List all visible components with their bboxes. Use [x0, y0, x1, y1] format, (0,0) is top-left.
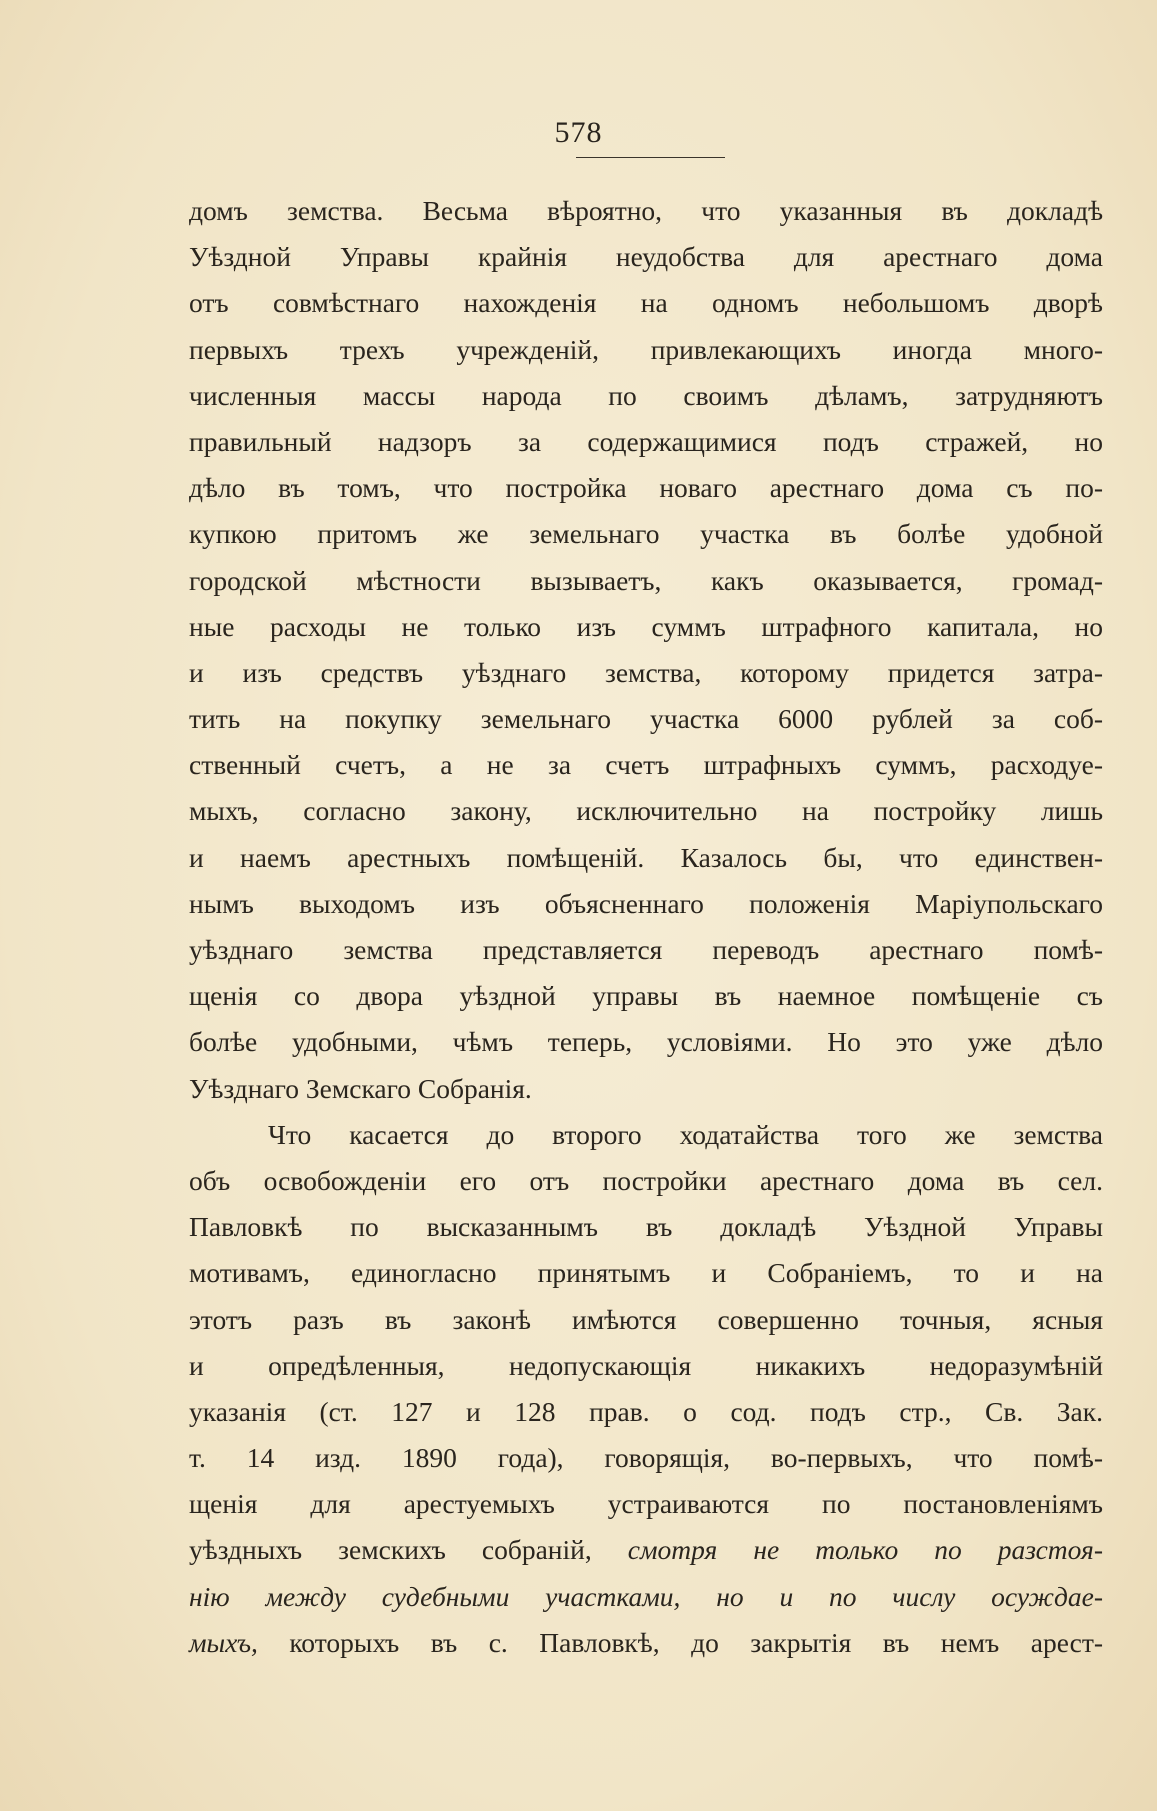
text-line: правильный надзоръ за содержащимися подъ стражей, но	[189, 425, 1103, 457]
text-line: Павловкѣ по высказаннымъ въ докладѣ Уѣздной Управы	[189, 1211, 1103, 1243]
text-run: которыхъ въ с. Павловкѣ, до закрытія въ немъ арест-	[257, 1626, 1103, 1658]
paragraph-1	[189, 188, 1103, 1112]
body-text	[189, 188, 1103, 1666]
text-line: купкою притомъ же земельнаго участка въ болѣе удобной	[189, 518, 1103, 550]
text-line: городской мѣстности вызываетъ, какъ оказывается, громад-	[189, 564, 1103, 596]
text-line: объ освобожденіи его отъ постройки арестнаго дома въ сел.	[189, 1164, 1103, 1196]
text-line: и наемъ арестныхъ помѣщеній. Казалось бы, что единствен-	[189, 841, 1103, 873]
text-line: указанія (ст. 127 и 128 прав. о сод. подъ стр., Св. Зак.	[189, 1395, 1103, 1427]
text-line: первыхъ трехъ учрежденій, привлекающихъ иногда много-	[189, 333, 1103, 365]
text-line: Что касается до второго ходатайства того же земства	[268, 1118, 1103, 1150]
text-line: домъ земства. Весьма вѣроятно, что указанныя въ докладѣ	[189, 195, 1103, 226]
text-line: отъ совмѣстнаго нахожденія на одномъ небольшомъ дворѣ	[189, 287, 1103, 319]
text-line: ственный счетъ, а не за счетъ штрафныхъ суммъ, расходуе-	[189, 749, 1103, 781]
text-line: и изъ средствъ уѣзднаго земства, которому придется затра-	[189, 656, 1103, 688]
page-number: 578	[554, 116, 603, 149]
text-run: уѣздныхъ земскихъ собраній,	[189, 1534, 628, 1566]
text-line: дѣло въ томъ, что постройка новаго арестнаго дома съ по-	[189, 472, 1103, 504]
text-line: тить на покупку земельнаго участка 6000 рублей за соб-	[189, 703, 1103, 735]
text-line: и опредѣленныя, недопускающія никакихъ недоразумѣній	[189, 1349, 1103, 1381]
text-line: мотивамъ, единогласно принятымъ и Собраніемъ, то и на	[189, 1257, 1103, 1289]
italic-text-run: нію между судебными участками, но и по числу осуждае-	[189, 1580, 1103, 1612]
text-line: т. 14 изд. 1890 года), говорящія, во-первыхъ, что помѣ-	[189, 1442, 1103, 1474]
text-line	[189, 1574, 1103, 1620]
text-line: щенія со двора уѣздной управы въ наемное помѣщеніе съ	[189, 980, 1103, 1012]
paragraph-2	[189, 1112, 1103, 1666]
text-line: болѣе удобными, чѣмъ теперь, условіями. Но это уже дѣло	[189, 1026, 1103, 1058]
text-line: этотъ разъ въ законѣ имѣются совершенно точныя, ясныя	[189, 1303, 1103, 1335]
text-line	[189, 1620, 1103, 1666]
text-line: численныя массы народа по своимъ дѣламъ, затрудняютъ	[189, 379, 1103, 411]
italic-text-run: мыхъ,	[189, 1626, 258, 1658]
text-line: ные расходы не только изъ суммъ штрафного капитала, но	[189, 610, 1103, 642]
page-number-rule	[576, 157, 725, 158]
text-line	[189, 1527, 1103, 1573]
text-line: щенія для арестуемыхъ устраиваются по постановленіямъ	[189, 1488, 1103, 1520]
text-line: Уѣзднаго Земскаго Собранія.	[189, 1072, 532, 1104]
text-line: нымъ выходомъ изъ объясненнаго положенія Маріупольскаго	[189, 887, 1103, 919]
text-line: Уѣздной Управы крайнія неудобства для арестнаго дома	[189, 241, 1103, 273]
text-line: уѣзднаго земства представляется переводъ арестнаго помѣ-	[189, 934, 1103, 965]
italic-text-run: смотря не только по разстоя-	[627, 1534, 1103, 1566]
text-line: мыхъ, согласно закону, исключительно на постройку лишь	[189, 795, 1103, 827]
